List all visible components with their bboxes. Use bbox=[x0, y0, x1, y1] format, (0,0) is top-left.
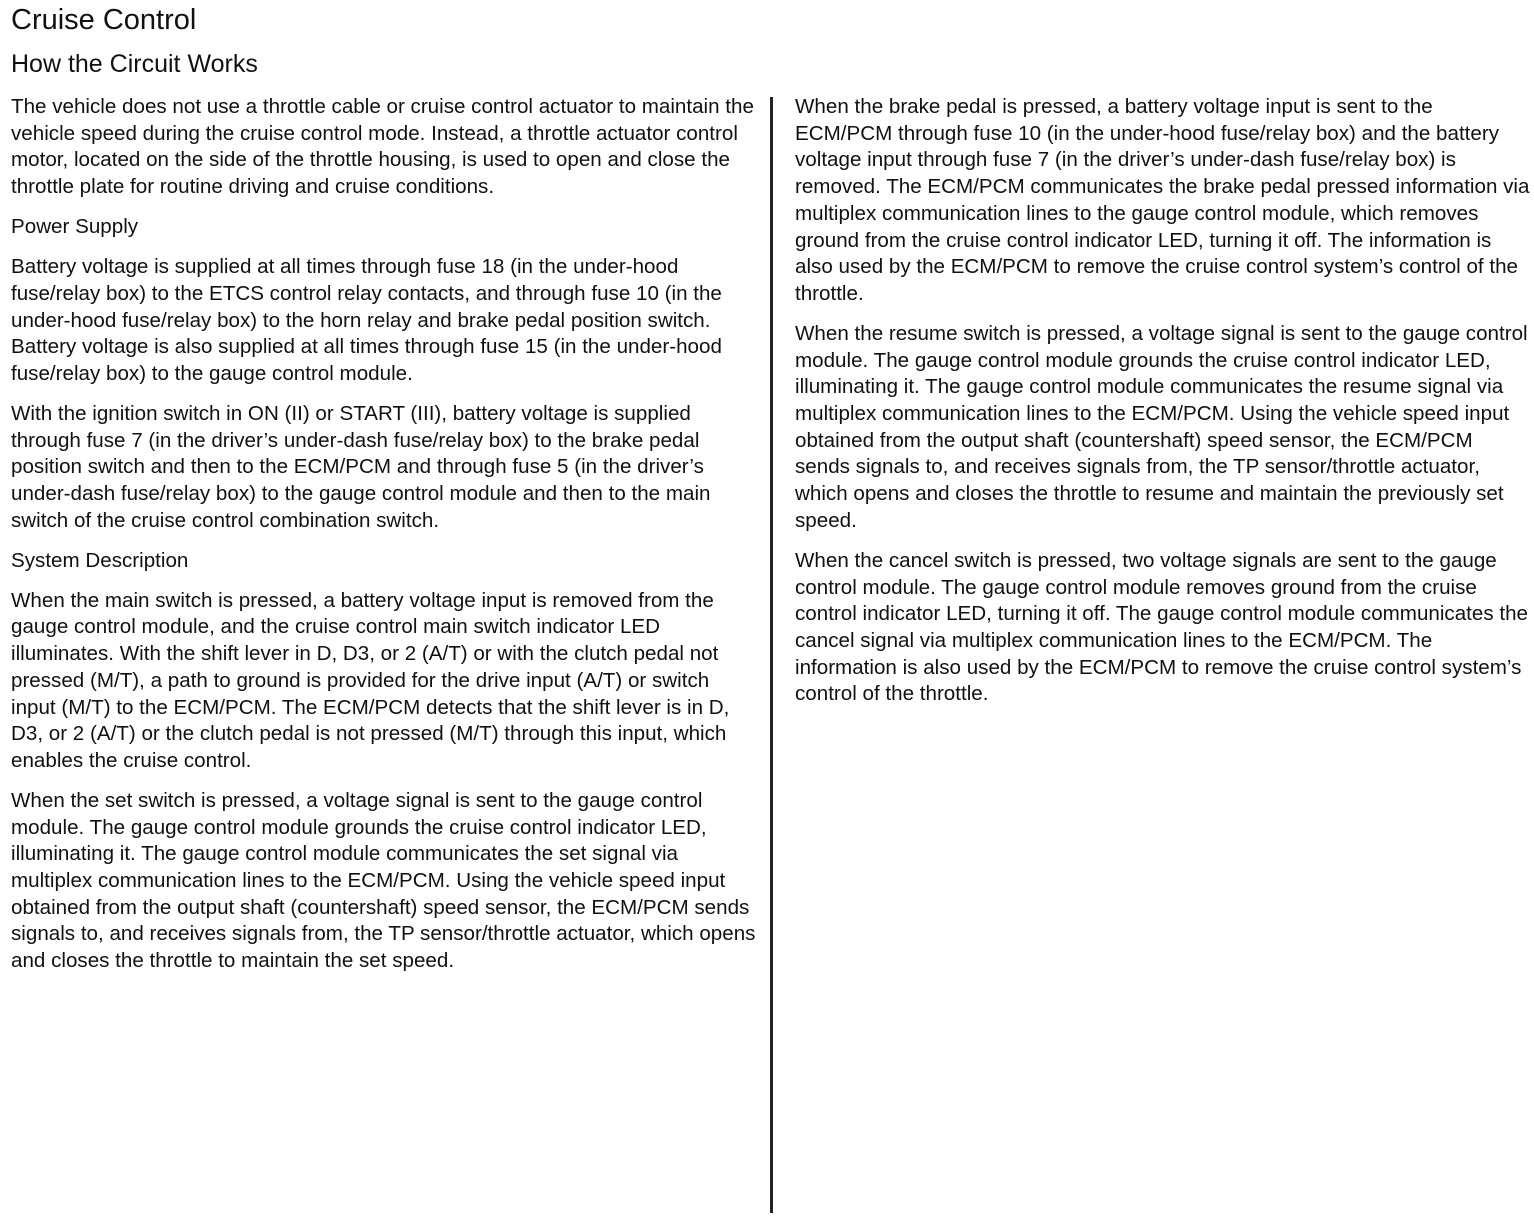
power-supply-heading: Power Supply bbox=[11, 215, 139, 239]
left-column bbox=[11, 94, 756, 988]
page-title: Cruise Control bbox=[11, 4, 197, 36]
intro-paragraph: The vehicle does not use a throttle cable or cruise control actuator to maintain the vehicle speed during the cruise control mode. Instead, a throttle actuator control motor, located on the side of the throttle housing, is used to open and close the throttle plate for routine driving and cruise conditions. bbox=[11, 95, 754, 199]
brake-pedal-paragraph: When the brake pedal is pressed, a battery voltage input is sent to the ECM/PCM through fuse 10 (in the under-hood fuse/relay box) and the battery voltage input through fuse 7 (in the driver’s under-dash fuse/relay box) is removed. The ECM/PCM communicates the brake pedal pressed information via multiplex communication lines to the gauge control module, which removes ground from the cruise control indicator LED, turning it off. The information is also used by the ECM/PCM to remove the cruise control system’s control of the throttle. bbox=[795, 95, 1530, 305]
column-divider bbox=[770, 97, 773, 1213]
resume-switch-paragraph: When the resume switch is pressed, a voltage signal is sent to the gauge control module. The gauge control module grounds the cruise control indicator LED, illuminating it. The gauge control module communicates the resume signal via multiplex communication lines to the ECM/PCM. Using the vehicle speed input obtained from the output shaft (countershaft) speed sensor, the ECM/PCM sends signals to, and receives signals from, the TP sensor/throttle actuator, which opens and closes the throttle to resume and maintain the previously set speed. bbox=[795, 321, 1528, 532]
main-switch-paragraph: When the main switch is pressed, a battery voltage input is removed from the gauge control module, and the cruise control main switch indicator LED illuminates. With the shift lever in D, D3, or 2 (A/T) or with the clutch pedal not pressed (M/T), a path to ground is provided for the drive input (A/T) or switch input (M/T) to the ECM/PCM. The ECM/PCM detects that the shift lever is in D, D3, or 2 (A/T) or the clutch pedal is not pressed (M/T) through this input, which enables the cruise control. bbox=[11, 588, 730, 772]
right-column bbox=[795, 94, 1531, 721]
section-title: How the Circuit Works bbox=[11, 50, 258, 78]
set-switch-paragraph: When the set switch is pressed, a voltage signal is sent to the gauge control module. The gauge control module grounds the cruise control indicator LED, illuminating it. The gauge control module communicates the set signal via multiplex communication lines to the ECM/PCM. Using the vehicle speed input obtained from the output shaft (countershaft) speed sensor, the ECM/PCM sends signals to, and receives signals from, the TP sensor/throttle actuator, which opens and closes the throttle to maintain the set speed. bbox=[11, 788, 756, 973]
system-description-heading: System Description bbox=[11, 548, 189, 572]
cancel-switch-paragraph: When the cancel switch is pressed, two voltage signals are sent to the gauge control module. The gauge control module removes ground from the cruise control indicator LED, turning it off. The gauge control module communicates the cancel signal via multiplex communication lines to the ECM/PCM. The information is also used by the ECM/PCM to remove the cruise control system’s control of the throttle. bbox=[795, 548, 1529, 706]
power-supply-paragraph-1: Battery voltage is supplied at all times through fuse 18 (in the under-hood fuse/relay box) to the ETCS control relay contacts, and through fuse 10 (in the under-hood fuse/relay box) to the horn relay and brake pedal position switch. Battery voltage is also supplied at all times through fuse 15 (in the under-hood fuse/relay box) to the gauge control module. bbox=[11, 255, 722, 385]
power-supply-paragraph-2: With the ignition switch in ON (II) or START (III), battery voltage is supplied through fuse 7 (in the driver’s under-dash fuse/relay box) to the brake pedal position switch and then to the ECM/PCM and through fuse 5 (in the driver’s under-dash fuse/relay box) to the gauge control module and then to the main switch of the cruise control combination switch. bbox=[11, 401, 711, 532]
